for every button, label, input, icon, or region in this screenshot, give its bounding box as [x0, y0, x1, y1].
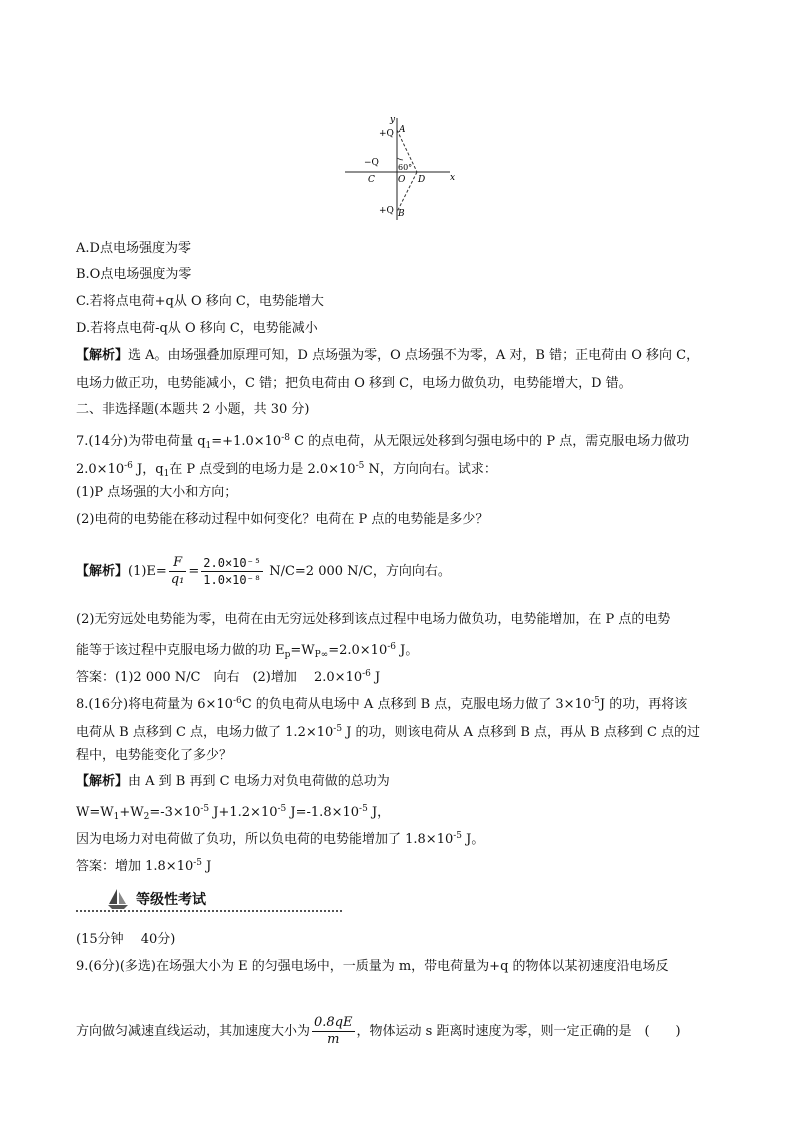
acceleration-fraction — [312, 1015, 355, 1048]
q8-analysis-line3 — [76, 827, 484, 849]
sup: -6 — [232, 696, 242, 706]
sup: -5 — [453, 831, 463, 841]
q7-line2-b: J，q — [132, 462, 164, 477]
text: 电荷从 B 点移到 C 点，电场力做了 1.2×10 — [76, 725, 334, 740]
label-y: y — [390, 115, 396, 125]
q7-line2-a: 2.0×10 — [76, 462, 125, 477]
text: J=-1.8×10 — [286, 805, 360, 820]
sup: -5 — [193, 858, 203, 868]
q7-analysis-part2-line2 — [76, 638, 418, 664]
q8-answer — [76, 854, 211, 876]
q7-sub: 1 — [205, 441, 212, 451]
label-B: B — [398, 209, 405, 219]
option-c: C.若将点电荷+q从 O 移向 C，电势能增大 — [76, 294, 324, 309]
text: J。 — [396, 643, 419, 658]
sup: -5 — [591, 696, 600, 706]
q7-analysis-line1: 【解析】(1)E= $\frac{F}{\text{q₁}}$ = $\frac{\text{2.0×10⁻⁵}}{\text{1.0×10⁻⁸}}$ N/C=2 000 N/C，方向向右。 — [76, 555, 451, 587]
sub: 1 — [113, 812, 120, 822]
fraction-values — [201, 555, 263, 588]
sub: P∞ — [314, 650, 329, 660]
analysis-tag: 【解析】 — [76, 774, 129, 789]
q7-line2-sup: -6 — [124, 461, 133, 471]
text: 因为电场力对电荷做了负功，所以负电荷的电势能增加了 1.8×10 — [76, 832, 454, 847]
sup: -5 — [333, 724, 343, 734]
label-minusQ: −Q — [364, 158, 379, 168]
q7-line2-sup2: -5 — [355, 461, 365, 471]
label-C: C — [368, 175, 375, 185]
q7-line2-d: N，方向向右。试求： — [364, 462, 497, 477]
section-heading-bar — [76, 888, 342, 912]
text: J。 — [462, 832, 485, 847]
frac-num: F — [169, 555, 187, 572]
analysis-tag: 【解析】 — [76, 564, 129, 579]
q7-analysis-prefix: (1)E= — [128, 564, 167, 579]
sailboat-icon — [106, 888, 130, 910]
text: J — [370, 670, 381, 685]
label-A: A — [399, 125, 406, 135]
text: 方向做匀减速直线运动，其加速度大小为 — [76, 1024, 311, 1039]
sup: -5 — [359, 804, 368, 814]
q6-analysis-line2: 电场力做正功，电势能减小，C 错；把负电荷由 O 移到 C，电场力做负功，电势能增大，D 错。 — [76, 376, 632, 391]
label-angle: 60° — [398, 163, 413, 172]
q8-line1 — [76, 692, 687, 714]
q8-line2 — [76, 720, 700, 742]
q8-line3: 程中，电势能变化了多少？ — [76, 748, 233, 763]
label-plusQ-top: +Q — [379, 129, 394, 139]
text: 答案：(1)2 000 N/C 向右 (2)增加 2.0×10 — [76, 670, 363, 685]
sup: -5 — [200, 804, 210, 814]
text: +W — [119, 805, 144, 820]
q8-analysis-line2 — [76, 800, 390, 826]
option-d: D.若将点电荷-q从 O 移向 C，电势能减小 — [76, 321, 318, 336]
label-x: x — [450, 173, 456, 183]
text: =-3×10 — [149, 805, 201, 820]
frac-den: m — [327, 1032, 340, 1047]
section3-time: (15分钟 40分) — [76, 932, 176, 947]
q7-answer — [76, 665, 380, 687]
q9-line2 — [76, 1012, 681, 1052]
sub: 2 — [143, 812, 150, 822]
q6-analysis-text1: 选 A。由场强叠加原理可知，D 点场强为零，O 点场强不为零，A 对，B 错；正电荷由 O 移向 C， — [128, 348, 700, 363]
text: J 的功，再将该 — [599, 697, 688, 712]
text: J+1.2×10 — [209, 805, 278, 820]
frac-den: 1.0×10⁻⁸ — [203, 573, 262, 587]
q7-sup: -8 — [281, 433, 290, 443]
option-a: A.D点电场强度为零 — [76, 241, 191, 256]
text: C 的负电荷从电场中 A 点移到 B 点，克服电场力做了 3×10 — [241, 697, 592, 712]
text: J 的功，则该电荷从 A 点移到 B 点，再从 B 点移到 C 点的过 — [342, 725, 701, 740]
text: J — [202, 859, 212, 874]
fraction-F-over-q1 — [169, 555, 187, 588]
section-title: 等级性考试 — [136, 892, 206, 908]
section2-heading: 二、非选择题(本题共 2 小题，共 30 分) — [76, 402, 310, 417]
text: 答案：增加 1.8×10 — [76, 859, 194, 874]
text: =2.0×10 — [328, 643, 388, 658]
frac-den: q₁ — [170, 572, 185, 587]
text: J， — [367, 805, 391, 820]
q8-analysis-line1 — [76, 773, 390, 791]
charge-diagram — [340, 112, 470, 222]
q9-line1: 9.(6分)(多选)在场强大小为 E 的匀强电场中，一质量为 m，带电荷量为+q 的物体以某初速度沿电场反 — [76, 959, 669, 974]
label-plusQ-bottom: +Q — [379, 206, 394, 216]
q7-sub2: (2)电荷的电势能在移动过程中如何变化？电荷在 P 点的电势能是多少？ — [76, 512, 489, 527]
text: 能等于该过程中克服电场力做的功 E — [76, 643, 285, 658]
text: 8.(16分)将电荷量为 6×10 — [76, 697, 233, 712]
label-D: D — [418, 175, 426, 185]
q7-sub1: (1)P 点场强的大小和方向； — [76, 485, 238, 500]
sup: -5 — [277, 804, 287, 814]
sup: -6 — [387, 642, 397, 652]
text: =W — [290, 643, 315, 658]
q7-text-c: C 的点电荷，从无限远处移到匀强电场中的 P 点，需克服电场力做功 — [289, 434, 690, 449]
text: ，物体运动 s 距离时速度为零，则一定正确的是 ( ) — [356, 1024, 681, 1039]
label-O: O — [398, 175, 406, 185]
frac-num: 2.0×10⁻⁵ — [203, 556, 262, 570]
analysis-tag: 【解析】 — [76, 348, 129, 363]
sup: -6 — [362, 669, 371, 679]
q6-analysis-line1 — [76, 347, 699, 365]
q7-line2 — [76, 457, 497, 483]
q7-text-b: =+1.0×10 — [211, 434, 282, 449]
sub: p — [284, 650, 291, 660]
angle-arc — [397, 158, 403, 160]
q7-line1 — [76, 429, 689, 455]
option-b: B.O点电场强度为零 — [76, 267, 192, 282]
text: W=W — [76, 805, 114, 820]
q7-line2-sub: 1 — [163, 469, 170, 479]
frac-num: 0.8qE — [314, 1015, 353, 1030]
text: 由 A 到 B 再到 C 电场力对负电荷做的总功为 — [128, 774, 390, 789]
q7-analysis-part2-line1: (2)无穷远处电势能为零，电荷在由无穷远处移到该点过程中电场力做负功，电势能增加，在 P 点的电势 — [76, 612, 671, 627]
q7-analysis-suffix: N/C=2 000 N/C，方向向右。 — [265, 564, 451, 579]
dotted-divider — [76, 910, 342, 912]
q7-line2-c: 在 P 点受到的电场力是 2.0×10 — [169, 462, 356, 477]
q7-text-a: 7.(14分)为带电荷量 q — [76, 434, 206, 449]
